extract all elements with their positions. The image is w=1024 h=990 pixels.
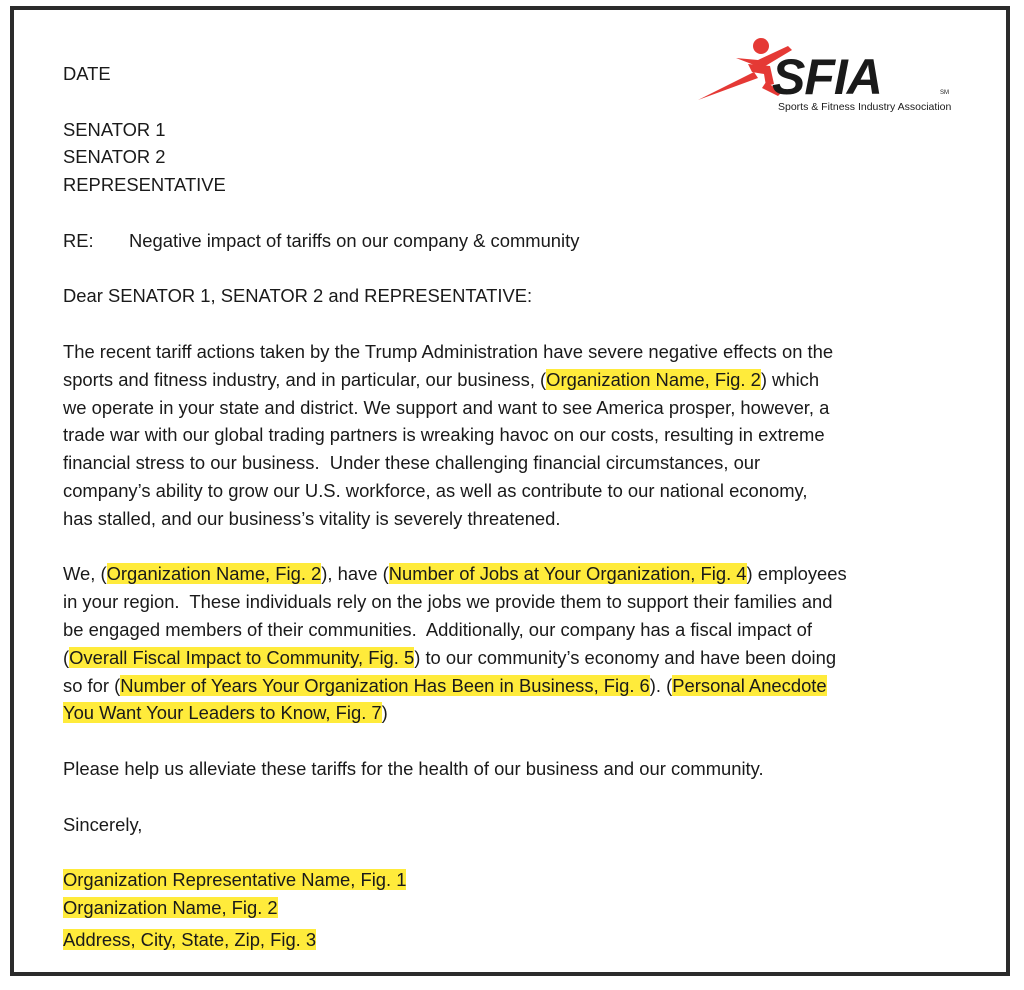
letter-body — [63, 60, 963, 954]
para1-line: has stalled, and our business’s vitality is severely threatened. — [63, 507, 561, 529]
placeholder-fiscal-impact: Overall Fiscal Impact to Community, Fig. 5 — [69, 646, 415, 668]
placeholder-number-of-jobs: Number of Jobs at Your Organization, Fig. 4 — [388, 563, 747, 585]
salutation: Dear SENATOR 1, SENATOR 2 and REPRESENTATIVE: — [63, 285, 533, 307]
para1-line: trade war with our global trading partners is wreaking havoc on our costs, resulting in extreme — [63, 424, 825, 446]
para2-line: (Overall Fiscal Impact to Community, Fig. 5) to our community’s economy and have been doing — [63, 646, 837, 668]
para2-line: be engaged members of their communities. Additionally, our company has a fiscal impact of — [63, 618, 812, 640]
subject-line — [63, 227, 963, 255]
recipient-senator-2: SENATOR 2 — [63, 146, 166, 168]
logo-wordmark: SFIA — [772, 49, 882, 105]
para2-line: You Want Your Leaders to Know, Fig. 7) — [63, 702, 388, 724]
placeholder-personal-anecdote-cont: You Want Your Leaders to Know, Fig. 7 — [63, 702, 382, 724]
para1-line: sports and fitness industry, and in particular, our business, (Organization Name, Fig. 2) which — [63, 368, 820, 390]
signature-org-name: Organization Name, Fig. 2 — [63, 896, 278, 918]
para2-line: We, (Organization Name, Fig. 2), have (Number of Jobs at Your Organization, Fig. 4) employees — [63, 563, 847, 585]
placeholder-organization-name: Organization Name, Fig. 2 — [546, 368, 761, 390]
date-line: DATE — [63, 63, 111, 84]
subject-label: RE: — [63, 229, 94, 251]
placeholder-personal-anecdote: Personal Anecdote — [672, 674, 827, 696]
para3-line: Please help us alleviate these tariffs for the health of our business and our community. — [63, 757, 764, 779]
subject-text: Negative impact of tariffs on our company & community — [129, 229, 580, 251]
para1-line: The recent tariff actions taken by the Trump Administration have severe negative effects on the — [63, 340, 834, 362]
placeholder-years-in-business: Number of Years Your Organization Has Been in Business, Fig. 6 — [120, 674, 650, 696]
logo-service-mark: SM — [940, 90, 949, 96]
recipient-representative: REPRESENTATIVE — [63, 174, 226, 196]
signature-address: Address, City, State, Zip, Fig. 3 — [63, 928, 317, 950]
para1-line: company’s ability to grow our U.S. workforce, as well as contribute to our national economy, — [63, 479, 808, 501]
signature-rep-name: Organization Representative Name, Fig. 1 — [63, 869, 407, 891]
para1-line: financial stress to our business. Under these challenging financial circumstances, our — [63, 452, 761, 474]
closing: Sincerely, — [63, 813, 143, 835]
para2-line: so for (Number of Years Your Organization Has Been in Business, Fig. 6). (Personal Anecdote — [63, 674, 827, 696]
logo-tagline: Sports & Fitness Industry Association — [778, 101, 952, 113]
para1-line: we operate in your state and district. We support and want to see America prosper, however, a — [63, 396, 830, 418]
placeholder-organization-name: Organization Name, Fig. 2 — [106, 563, 322, 585]
para2-line: in your region. These individuals rely on the jobs we provide them to support their families and — [63, 591, 833, 613]
recipient-senator-1: SENATOR 1 — [63, 118, 166, 140]
